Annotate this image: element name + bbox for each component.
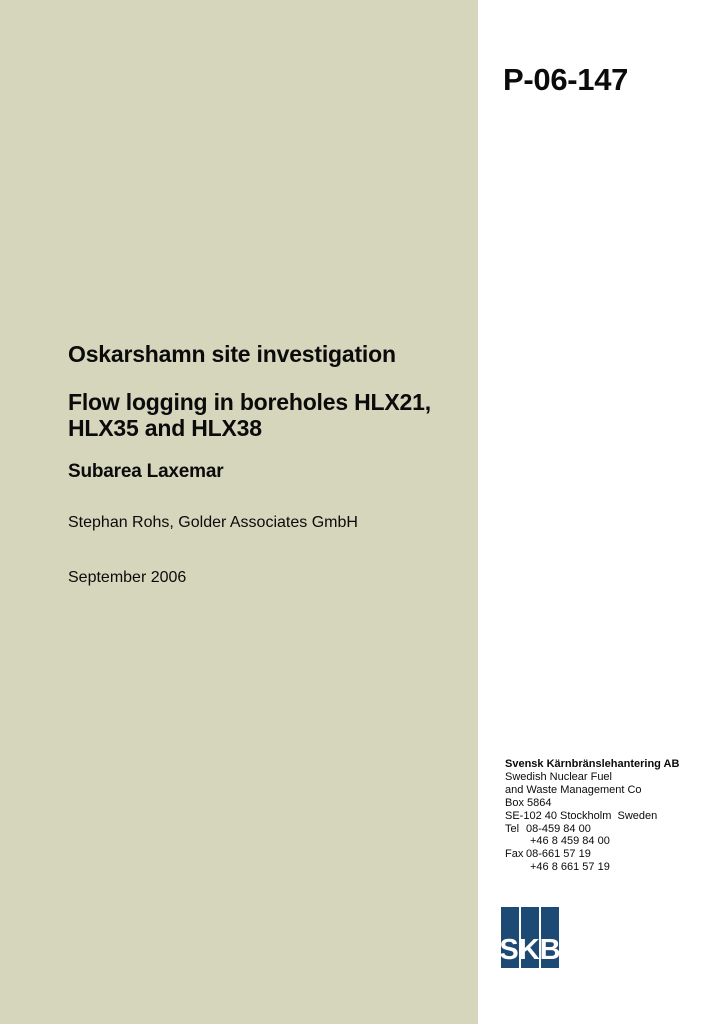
address-line: Box 5864: [505, 796, 552, 809]
contact-row-fax: [505, 848, 705, 861]
main-title-line2: HLX35 and HLX38: [68, 415, 262, 441]
contact-row-fax-intl: [505, 861, 705, 874]
address-line: Swedish Nuclear Fuel: [505, 770, 612, 783]
series-title: Oskarshamn site investigation: [68, 341, 396, 367]
contact-row-tel: [505, 823, 705, 836]
contact-label: [505, 835, 526, 848]
skb-logo-text: SKB: [499, 934, 561, 966]
publisher-name: Svensk Kärnbränslehantering AB: [505, 758, 680, 770]
contact-value: 08-661 57 19: [526, 848, 591, 861]
author-line: Stephan Rohs, Golder Associates GmbH: [68, 514, 358, 531]
contact-row-tel-intl: [505, 835, 705, 848]
main-title: [68, 389, 458, 441]
contact-value: +46 8 459 84 00: [530, 835, 610, 848]
publisher-address-block: [505, 758, 705, 874]
report-number: P-06-147: [503, 62, 629, 97]
contact-value: +46 8 661 57 19: [530, 861, 610, 874]
address-line: SE-102 40 Stockholm Sweden: [505, 809, 658, 822]
title-block: [68, 341, 458, 483]
publication-date: September 2006: [68, 569, 187, 586]
contact-label: Tel: [505, 822, 520, 835]
skb-logo: [501, 907, 559, 968]
contact-value: 08-459 84 00: [526, 822, 591, 835]
address-line: and Waste Management Co: [505, 783, 642, 796]
contact-label: Fax: [505, 848, 524, 861]
contact-label: [505, 861, 526, 874]
subtitle: Subarea Laxemar: [68, 461, 224, 482]
main-title-line1: Flow logging in boreholes HLX21,: [68, 389, 431, 415]
